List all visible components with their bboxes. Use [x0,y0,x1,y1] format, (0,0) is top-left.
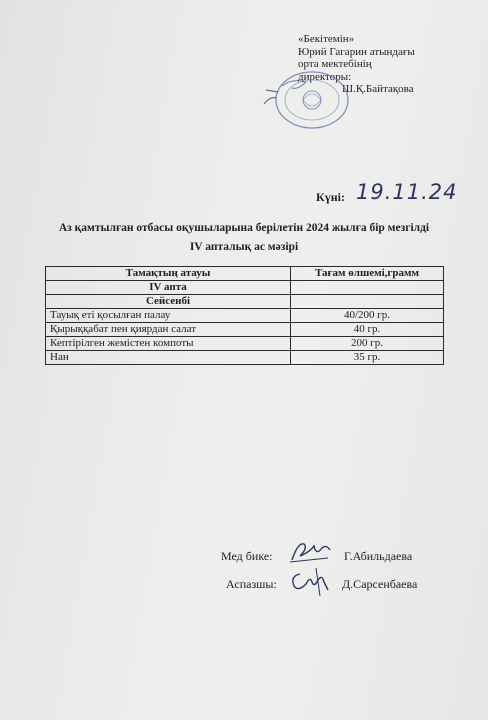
menu-table [45,266,444,365]
approval-line-2: Юрий Гагарин атындағы [298,45,415,58]
nurse-signature [288,536,334,566]
table-row [46,309,444,323]
document-title: Аз қамтылған отбасы оқушыларына берілетін 2024 жылға бір мезгілді [58,222,430,234]
header-dish-name: Тамақтың атауы [46,267,291,281]
cook-role-label: Аспазшы: [226,577,277,591]
approval-line-1: «Бекітемін» [298,33,355,45]
dish-name: Кептірілген жемістен компоты [46,337,291,351]
empty-cell [291,295,444,309]
dish-amount: 35 гр. [291,351,444,365]
dish-amount: 40/200 гр. [291,309,444,323]
date-handwritten: 19.11.24 [356,180,458,204]
dish-name: Нан [46,351,291,365]
dish-amount: 40 гр. [291,323,444,337]
dish-name: Тауық еті қосылған палау [46,309,291,323]
empty-cell [291,281,444,295]
table-row [46,295,444,309]
document-subtitle: IV апталық ас мәзірі [189,241,299,253]
date-label: Күні: [316,190,345,204]
cook-name: Д.Сарсенбаева [342,577,418,591]
day-label: Сейсенбі [46,295,291,309]
table-header-row [46,267,444,281]
week-label: IV апта [46,281,291,295]
approval-line-3: орта мектебінің [298,58,372,70]
table-row [46,351,444,365]
dish-amount: 200 гр. [291,337,444,351]
nurse-name: Г.Абильдаева [344,549,413,563]
header-portion-size: Тағам өлшемі,грамм [291,267,444,281]
dish-name: Қырыққабат пен қиярдан салат [46,323,291,337]
nurse-role-label: Мед бике: [221,549,273,563]
table-row [46,281,444,295]
table-row [46,337,444,351]
approval-line-4: директоры: [298,70,352,83]
school-seal-stamp [262,68,356,130]
cook-signature [288,566,336,598]
table-row [46,323,444,337]
director-name: Ш.Қ.Байтақова [342,83,414,95]
